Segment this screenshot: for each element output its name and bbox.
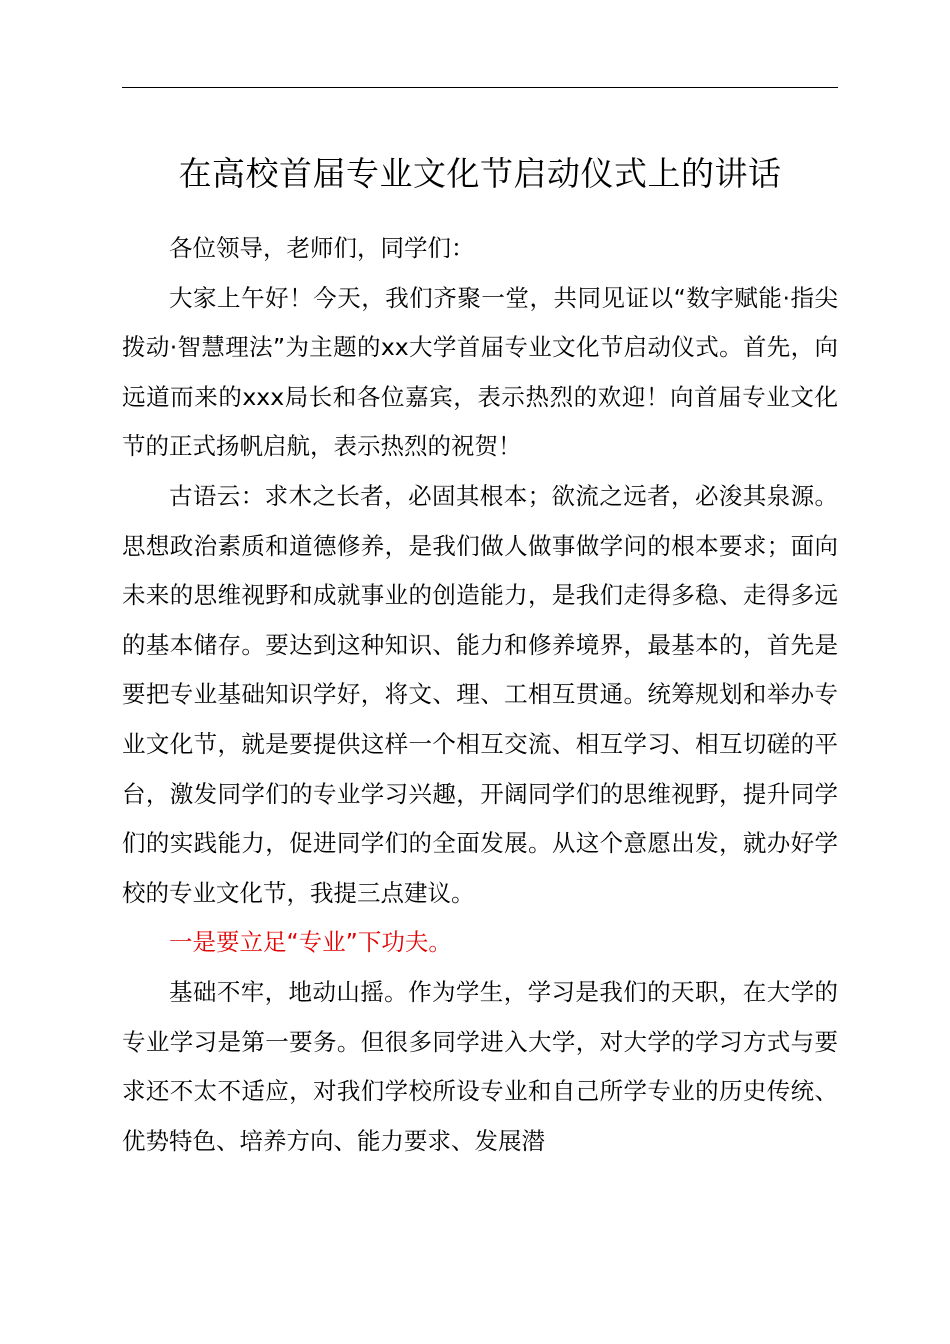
salutation-paragraph: 各位领导，老师们，同学们： bbox=[169, 234, 475, 262]
greeting-paragraph: 大家上午好！今天，我们齐聚一堂，共同见证以“数字赋能·指尖拨动·智慧理法”为主题的xx大学首届专业文化节启动仪式。首先，向远道而来的xxx局长和各位嘉宾，表示热烈的欢迎！向首届专业文化节的正式扬帆启航，表示热烈的祝贺！ bbox=[122, 283, 838, 461]
document-body bbox=[122, 224, 838, 1166]
header-rule bbox=[122, 87, 838, 88]
body-paragraph: 基础不牢，地动山摇。作为学生，学习是我们的天职，在大学的专业学习是第一要务。但很多同学进入大学，对大学的学习方式与要求还不太不适应，对我们学校所设专业和自己所学专业的历史传统、优势特色、培养方向、能力要求、发展潜 bbox=[122, 977, 838, 1155]
section-heading: 一是要立足“专业”下功夫。 bbox=[169, 928, 452, 957]
body-paragraph: 古语云：求木之长者，必固其根本；欲流之远者，必浚其泉源。思想政治素质和道德修养，是我们做人做事做学问的根本要求；面向未来的思维视野和成就事业的创造能力，是我们走得多稳、走得多远的基本储存。要达到这种知识、能力和修养境界，最基本的，首先是要把专业基础知识学好，将文、理、工相互贯通。统筹规划和举办专业文化节，就是要提供这样一个相互交流、相互学习、相互切磋的平台，激发同学们的专业学习兴趣，开阔同学们的思维视野，提升同学们的实践能力，促进同学们的全面发展。从这个意愿出发，就办好学校的专业文化节，我提三点建议。 bbox=[122, 481, 838, 907]
page-title: 在高校首届专业文化节启动仪式上的讲话 bbox=[178, 154, 782, 193]
